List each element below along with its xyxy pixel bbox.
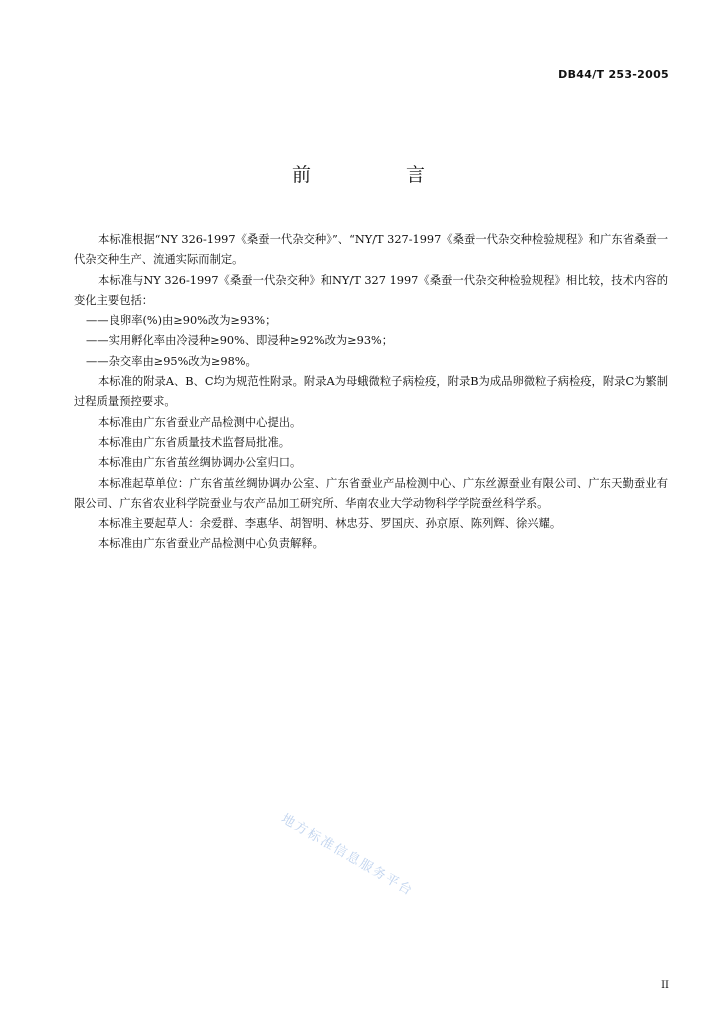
change-item-good-egg-rate: ——良卵率(%)由≥90%改为≥93%； — [86, 314, 277, 328]
paragraph-administrator: 本标准由广东省茧丝绸协调办公室归口。 — [98, 456, 302, 470]
paragraph-basis: 本标准根据“NY 326-1997《桑蚕一代杂交种》”、“NY/T 327-1997《桑蚕一代杂交种检验规程》和广东省桑蚕一代杂交种生产、流通实际而制定。 — [74, 233, 668, 267]
foreword-body — [74, 230, 668, 555]
change-item-hybrid-rate: ——杂交率由≥95%改为≥98%。 — [86, 354, 257, 368]
paragraph-drafters: 本标准主要起草人：余爱群、李惠华、胡智明、林忠芬、罗国庆、孙京原、陈列辉、徐兴耀。 — [98, 517, 562, 531]
watermark: 地方标准信息服务平台 — [278, 811, 416, 900]
page-number: II — [661, 980, 669, 991]
page-title: 前 言 — [291, 164, 463, 186]
paragraph-proposer: 本标准由广东省蚕业产品检测中心提出。 — [98, 415, 302, 429]
document-code: DB44/T 253-2005 — [558, 68, 669, 81]
paragraph-drafting-units: 本标准起草单位：广东省茧丝绸协调办公室、广东省蚕业产品检测中心、广东丝源蚕业有限公司、广东天勤蚕业有限公司、广东省农业科学院蚕业与农产品加工研究所、华南农业大学动物科学学院蚕丝科学系。 — [74, 476, 668, 510]
paragraph-interpretation: 本标准由广东省蚕业产品检测中心负责解释。 — [98, 537, 324, 551]
paragraph-appendices: 本标准的附录A、B、C均为规范性附录。附录A为母蛾微粒子病检疫，附录B为成品卵微粒子病检疫，附录C为繁制过程质量预控要求。 — [74, 375, 668, 409]
paragraph-approver: 本标准由广东省质量技术监督局批准。 — [98, 435, 291, 449]
change-item-hatching-rate: ——实用孵化率由冷浸种≥90%、即浸种≥92%改为≥93%； — [86, 334, 394, 348]
paragraph-comparison: 本标准与NY 326-1997《桑蚕一代杂交种》和NY/T 327 1997《桑蚕一代杂交种检验规程》相比较，技术内容的变化主要包括： — [74, 273, 668, 307]
